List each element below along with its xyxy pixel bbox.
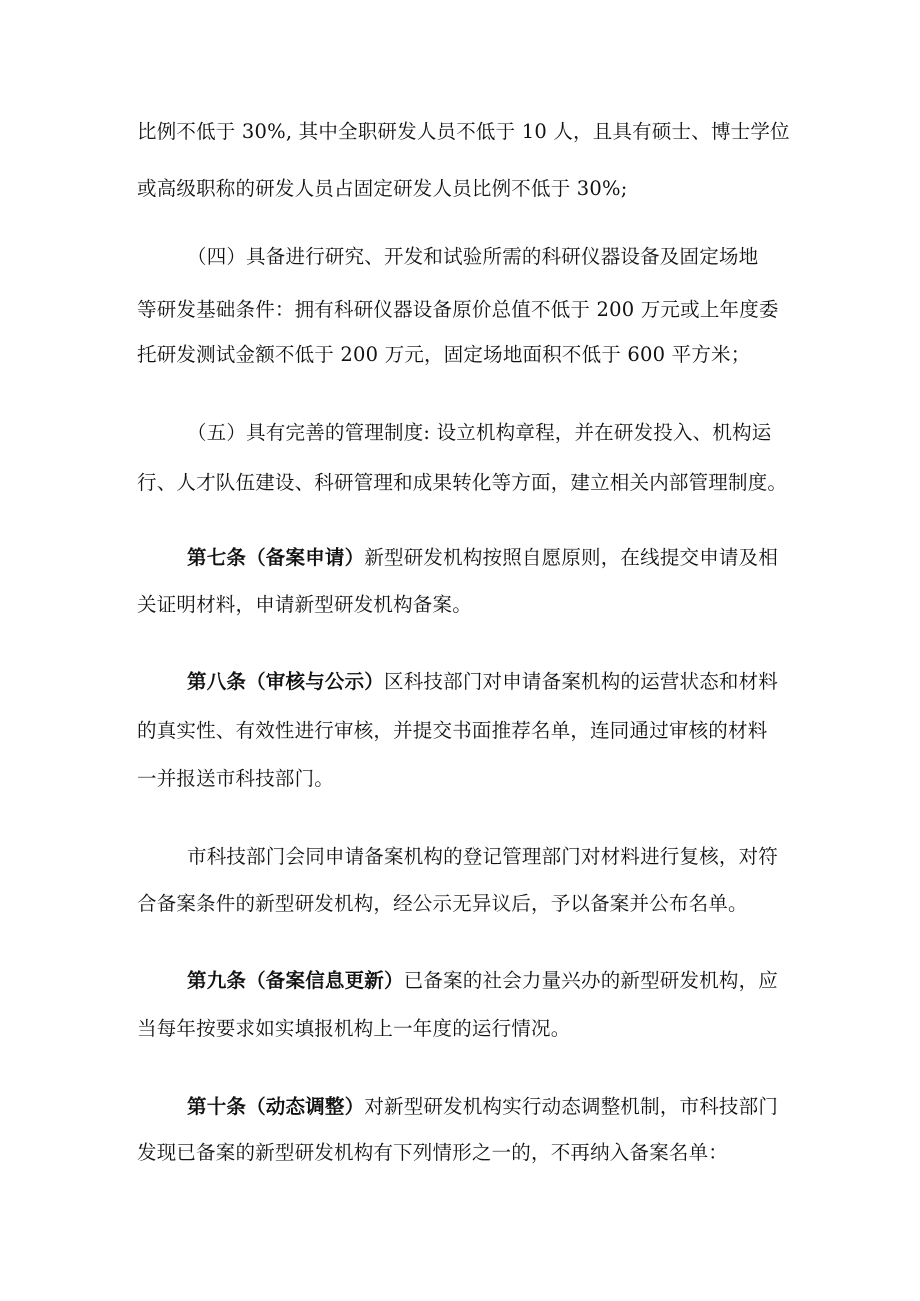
text-line: 当每年按要求如实填报机构上一年度的运行情况。 (137, 1017, 571, 1040)
text-line: 行、人才队伍建设、科研管理和成果转化等方面，建立相关内部管理制度。 (137, 471, 788, 494)
text-line: 合备案条件的新型研发机构，经公示无异议后，予以备案并公布名单。 (137, 892, 748, 915)
text-line: （五）具有完善的管理制度: 设立机构章程，并在研发投入、机构运 (187, 421, 772, 444)
article-heading: 第七条（备案申请） (187, 546, 365, 569)
article-line (187, 667, 778, 697)
text-line: 托研发测试金额不低于 200 万元，固定场地面积不低于 600 平方米； (137, 343, 751, 366)
article-text: 新型研发机构按照自愿原则，在线提交申请及相 (364, 546, 779, 569)
article-line (187, 1092, 778, 1122)
article-text: 区科技部门对申请备案机构的运营状态和材料 (384, 670, 779, 693)
text-line: 等研发基础条件：拥有科研仪器设备原价总值不低于 200 万元或上年度委 (137, 298, 779, 321)
article-heading: 第十条（动态调整） (187, 1095, 365, 1118)
article-text: 对新型研发机构实行动态调整机制，市科技部门 (364, 1095, 779, 1118)
text-line: 市科技部门会同申请备案机构的登记管理部门对材料进行复核，对符 (187, 845, 779, 868)
article-line (187, 966, 778, 996)
text-line: 发现已备案的新型研发机构有下列情形之一的，不再纳入备案名单： (137, 1141, 729, 1164)
text-line: 或高级职称的研发人员占固定研发人员比例不低于 30%; (137, 177, 628, 200)
article-line (187, 543, 778, 573)
text-line: 比例不低于 30%, 其中全职研发人员不低于 10 人，且具有硕士、博士学位 (137, 120, 790, 143)
article-heading: 第八条（审核与公示） (187, 670, 385, 693)
article-text: 已备案的社会力量兴办的新型研发机构，应 (403, 969, 779, 992)
article-heading: 第九条（备案信息更新） (187, 969, 404, 992)
text-line: 一并报送市科技部门。 (137, 767, 335, 790)
text-line: （四）具备进行研究、开发和试验所需的科研仪器设备及固定场地 (187, 245, 759, 268)
text-line: 的真实性、有效性进行审核，并提交书面推荐名单，连同通过审核的材料 (137, 719, 768, 742)
text-line: 关证明材料，申请新型研发机构备案。 (137, 593, 472, 616)
